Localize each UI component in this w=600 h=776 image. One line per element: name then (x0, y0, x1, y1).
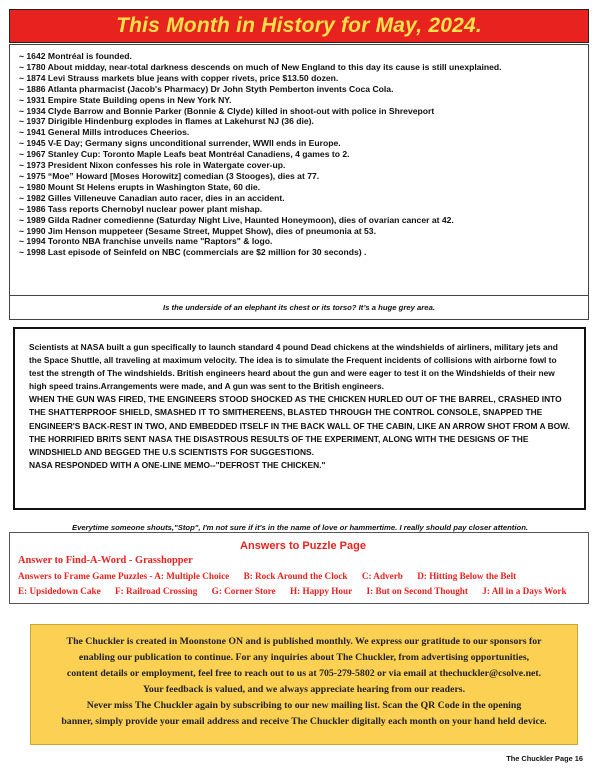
history-item: ~ 1975 “Moe” Howard [Moses Horowitz] comedian (3 Stooges), dies at 77. (19, 170, 320, 181)
history-item: ~ 1982 Gilles Villeneuve Canadian auto racer, dies in an accident. (19, 192, 285, 203)
story-paragraph: WHEN THE GUN WAS FIRED, THE ENGINEERS STOOD SHOCKED AS THE CHICKEN HURLED OUT OF THE BARREL, CRASHED INTO THE SHATTERPROOF SHIELD, SMASHED IT TO SMITHEREENS, BLASTED THROUGH THE CONTROL CONSOLE, SNAPPED THE ENGINEER'S BACK-REST IN TWO, AND EMBEDDED ITSELF IN THE BACK WALL OF THE CABIN, LIKE AN ARROW SHOT FROM A BOW. (29, 394, 570, 431)
frame-answer: B: Rock Around the Clock (243, 571, 348, 581)
history-item: ~ 1973 President Nixon confesses his role in Watergate cover-up. (19, 160, 286, 171)
history-item: ~ 1994 Toronto NBA franchise unveils name "Raptors" & logo. (19, 236, 273, 247)
frame-answer: J: All in a Days Work (482, 586, 567, 596)
history-item: ~ 1941 General Mills introduces Cheerios. (19, 127, 190, 138)
history-item: ~ 1886 Atlanta pharmacist (Jacob's Pharmacy) Dr John Styth Pemberton invents Coca Cola. (19, 83, 394, 94)
history-item: ~ 1998 Last episode of Seinfeld on NBC (commercials are $2 million for 30 seconds) . (19, 247, 367, 258)
frame-answer: G: Corner Store (211, 586, 276, 596)
history-item: ~ 1934 Clyde Barrow and Bonnie Parker (Bonnie & Clyde) killed in shoot-out with police in Shreveport (19, 105, 435, 116)
frame-answer: E: Upsidedown Cake (18, 586, 101, 596)
story-paragraph: THE HORRIFIED BRITS SENT NASA THE DISASTROUS RESULTS OF THE EXPERIMENT, ALONG WITH THE DESIGNS OF THE WINDSHIELD AND BEGGED THE U.S SCIENTISTS FOR SUGGESTIONS. (29, 433, 529, 457)
page-footer: The Chuckler Page 16 (506, 754, 583, 763)
history-item: ~ 1642 Montréal is founded. (19, 51, 132, 61)
history-item: ~ 1945 V-E Day; Germany signs unconditional surrender, WWII ends in Europe. (19, 138, 341, 149)
info-line: enabling our publication to continue. For any inquiries about The Chuckler, from advertising opportunities, (78, 652, 530, 663)
frame-answer: I: But on Second Thought (366, 586, 468, 596)
find-a-word-answer: Answer to Find-A-Word - Grasshopper (18, 555, 193, 566)
info-line: banner, simply provide your email address and receive The Chuckler digitally each month on your hand held device. (61, 716, 547, 727)
history-item: ~ 1937 Dirigible Hindenburg explodes in flames at Lakehurst NJ (36 die). (19, 116, 314, 127)
frame-answers-row-1 (18, 568, 588, 585)
frame-answers-row-2 (18, 585, 588, 597)
frame-answer: D: Hitting Below the Belt (417, 571, 517, 581)
history-item: ~ 1990 Jim Henson muppeteer (Sesame Street, Muppet Show), dies of pneumonia at 53. (19, 225, 376, 236)
history-item: ~ 1931 Empire State Building opens in New York NY. (19, 94, 232, 105)
frame-answer: Answers to Frame Game Puzzles - A: Multiple Choice (18, 571, 230, 581)
story-paragraph: Scientists at NASA built a gun specifically to launch standard 4 pound Dead chickens at the windshields of airliners, military jets and the Space Shuttle, all traveling at maximum velocity. The idea is to simulate the Frequent incidents of collisions with airborne fowl to test the strength of The windshields. British engineers heard about the gun and were eager to test it on the Windshields of their new high speed trains.Arrangements were made, and A gun was sent to the British engineers. (29, 342, 558, 392)
history-item: ~ 1780 About midday, near-total darkness descends on much of New England to this day its cause is still unexplained. (19, 61, 502, 72)
history-item: ~ 1874 Levi Strauss markets blue jeans with copper rivets, price $13.50 dozen. (19, 72, 339, 83)
page-banner (9, 9, 589, 43)
frame-answer: F: Railroad Crossing (115, 586, 198, 596)
history-list (19, 51, 580, 258)
history-box (9, 44, 589, 296)
page-title: This Month in History for May, 2024. (116, 14, 482, 37)
story-box (13, 327, 586, 510)
answers-box (9, 532, 589, 604)
history-item: ~ 1980 Mount St Helens erupts in Washington State, 60 die. (19, 181, 261, 192)
history-item: ~ 1967 Stanley Cup: Toronto Maple Leafs beat Montréal Canadiens, 4 games to 2. (19, 149, 350, 160)
frame-answer: H: Happy Hour (289, 586, 353, 596)
story-paragraph: NASA RESPONDED WITH A ONE-LINE MEMO--"DEFROST THE CHICKEN." (29, 459, 326, 470)
publisher-info-box (30, 624, 578, 745)
info-line: Your feedback is valued, and we always appreciate hearing from our readers. (142, 684, 466, 695)
frame-answer: C: Adverb (361, 571, 403, 581)
riddle-band (9, 296, 589, 320)
riddle-text: Is the underside of an elephant its chest or its torso? It’s a huge grey area. (163, 303, 435, 312)
history-item: ~ 1986 Tass reports Chernobyl nuclear power plant mishap. (19, 203, 263, 214)
info-line: content details or employment, feel free to reach out to us at 705-279-5802 or via email at thechuckler@csolve.net. (66, 668, 542, 679)
quip-text: Everytime someone shouts,"Stop", I'm not sure if it's in the name of love or hammertime. I really should pay closer attention. (71, 523, 529, 532)
answers-title: Answers to Puzzle Page (240, 540, 366, 552)
info-line: The Chuckler is created in Moonstone ON and is published monthly. We express our gratitude to our sponsors for (66, 636, 542, 647)
history-item: ~ 1989 Gilda Radner comedienne (Saturday Night Live, Haunted Honeymoon), dies of ovarian cancer at 42. (19, 214, 454, 225)
info-line: Never miss The Chuckler again by subscribing to our new mailing list. Scan the QR Code in the opening (86, 700, 522, 711)
